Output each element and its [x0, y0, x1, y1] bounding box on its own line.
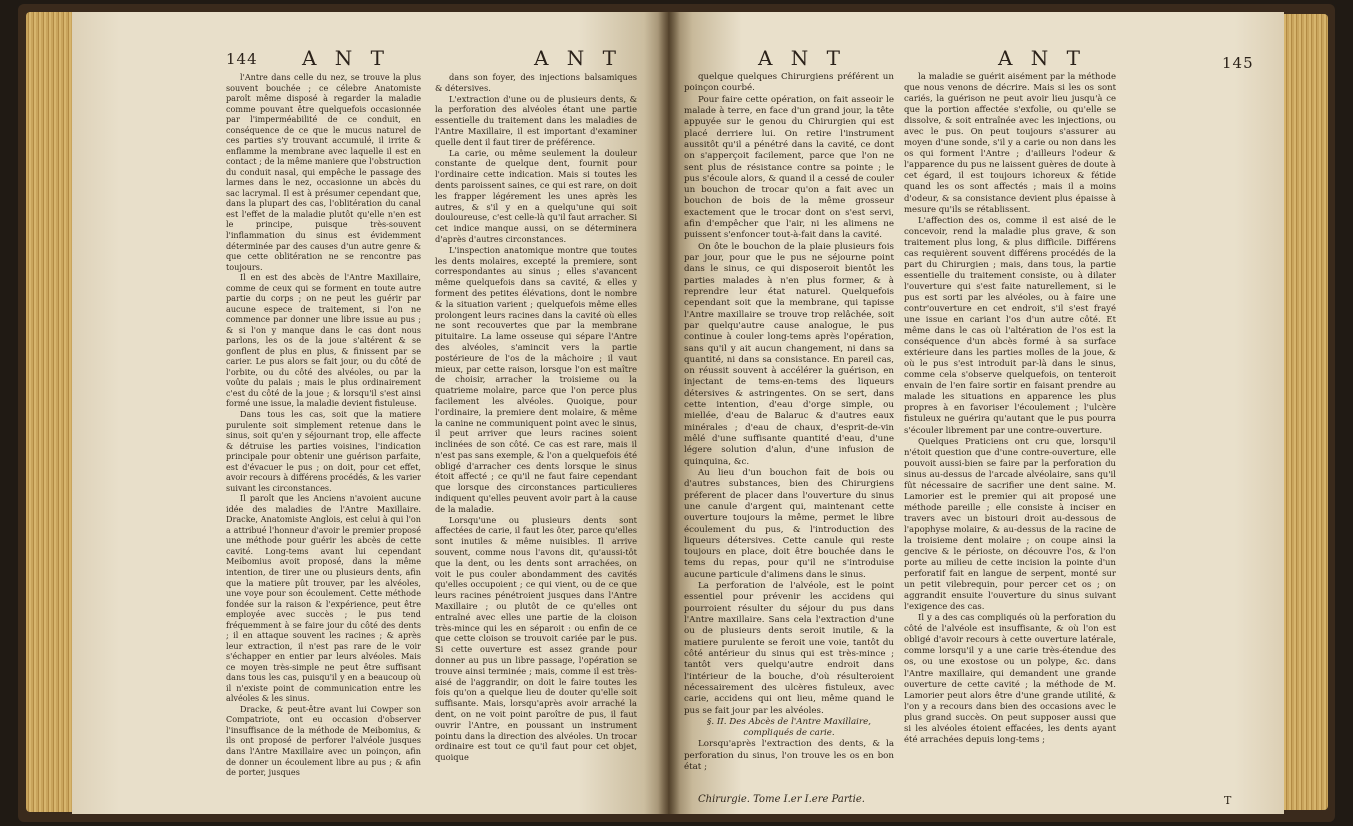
volume-footer: Chirurgie. Tome I.er I.ere Partie. — [698, 794, 865, 805]
paragraph: La carie, ou même seulement la douleur constante de quelque dent, fournit pour l'ordinaire cette indication. Mais si toutes les dents paroissent saines, ce qui est rare, on doit les frapper légérement les unes après les autres, & s'il y en a quelqu'une qui soit douloureuse, c'est celle-là qu'il faut arracher. Si cet indice manque aussi, on se déterminera d'après d'autres circonstances. — [435, 147, 637, 244]
paragraph: Il en est des abcès de l'Antre Maxillaire, comme de ceux qui se forment en toute autre partie du corps ; on ne peut les guérir par aucune espece de traitement, si l'on ne commence par donner une libre issue au pus ; & si l'on y manque dans le cas dont nous parlons, les os de la joue s'altérent & se gonflent de plus en plus, & finissent par se carier. Le pus alors se fait jour, ou du côté de l'orbite, ou du côté des alvéoles, ou par la voûte du palais ; mais le plus ordinairement c'est du côté de la joue ; & lorsqu'il s'est ainsi formé une issue, la maladie devient fistuleuse. — [226, 272, 421, 409]
paragraph: Pour faire cette opération, on fait asseoir le malade à terre, en face d'un grand jour, la tête appuyée sur le genou du Chirurgien qui est placé derriere lui. On retire l'instrument aussitôt qu'il a pénétré dans la cavité, ce dont on s'apperçoit facilement, parce que l'on ne sent plus de résistance contre sa pointe ; le pus s'écoule alors, & quand il a cessé de couler un bouchon de trocar qu'on a fait avec un bouchon de bois de la même grosseur exactement que le trocar dont on s'est servi, afin d'empêcher que l'air, ni les alimens ne puissent s'enfoncer tout-à-fait dans la cavité. — [684, 94, 894, 241]
page-number: 145 — [1222, 54, 1254, 72]
paragraph: Lorsqu'après l'extraction des dents, & la perforation du sinus, l'on trouve les os en bon état ; — [684, 739, 894, 773]
right-page — [668, 12, 1284, 814]
left-page — [72, 12, 668, 814]
running-head — [668, 46, 1284, 72]
running-head-text: A N T — [302, 46, 390, 70]
paragraph: Il y a des cas compliqués où la perforation du côté de l'alvéole est insuffisante, & où l'on est obligé d'avoir recours à cette ouverture latérale, comme lorsqu'il y a une carie très-étendue des os, ou une exostose ou un polype, &c. dans l'Antre maxillaire, qui demandent une grande ouverture de cette cavité ; la méthode de M. Lamorier peut alors être d'une grande utilité, & l'on y a recours dans bien des occasions avec le plus grand succès. On peut supposer aussi que si les alvéoles étoient effacées, les dents ayant été arrachées depuis long-tems ; — [904, 613, 1116, 745]
paragraph: Quelques Praticiens ont cru que, lorsqu'il n'étoit question que d'une contre-ouverture, elle pouvoit aussi-bien se faire par la perforation du sinus au-dessus de l'arcade alvéolaire, sans qu'il fût nécessaire de sacrifier une dent saine. M. Lamorier est le premier qui ait proposé une méthode pareille ; elle consiste à inciser en travers avec un bistouri droit au-dessous de l'apophyse molaire, & au-dessus de la racine de la troisieme dent molaire ; on coupe ainsi la gencive & le périoste, on découvre l'os, & l'on porte au milieu de cette incision la pointe d'un perforatif fait en langue de serpent, monté sur un petit vilebrequin, pour percer cet os ; on aggrandit ensuite l'ouverture du sinus suivant l'exigence des cas. — [904, 436, 1116, 613]
section-title: §. II. Des Abcès de l'Antre Maxillaire, compliqués de carie. — [706, 716, 871, 739]
paragraph: Lorsqu'une ou plusieurs dents sont affectées de carie, il faut les ôter, parce qu'elles sont inutiles & même nuisibles. Il arrive souvent, comme nous l'avons dit, qu'aussi-tôt que la dent, ou les dents sont arrachées, on voit le pus couler abondamment des cavités qu'elles occupoient ; ce qui vient, ou de ce que leurs racines pénétroient jusques dans l'Antre Maxillaire ; ou plutôt de ce qu'elles ont entraîné avec elles une partie de la cloison très-mince qui les en séparoit : ou enfin de ce que cette cloison se trouvoit cariée par le pus. Si cette ouverture est assez grande pour donner au pus un libre passage, l'opération se trouve ainsi terminée ; mais, comme il est très-aisé de l'aggrandir, on doit le faire toutes les fois qu'on a quelque lieu de douter qu'elle soit suffisante. Mais, lorsqu'après avoir arraché la dent, on ne voit point paroître de pus, il faut ouvrir l'Antre, en poussant un instrument pointu dans la direction des alvéoles. Un trocar ordinaire est tout ce qu'il faut pour cet objet, quoique — [435, 514, 637, 763]
text-column-right-2 — [904, 72, 1116, 746]
paragraph: Dans tous les cas, soit que la matiere purulente soit simplement retenue dans le sinus, soit qu'en y séjournant trop, elle affecte & détruise les parties voisines, l'indication principale pour obtenir une guérison parfaite, est d'évacuer le pus ; on doit, pour cet effet, avoir recours à différens procédés, & les varier suivant les circonstances. — [226, 409, 421, 493]
running-head-text-2: A N T — [534, 46, 622, 70]
text-column-left-1 — [226, 72, 421, 778]
page-edges-left — [26, 12, 72, 812]
signature-mark: T — [1224, 794, 1232, 807]
paragraph: quelque quelques Chirurgiens préférent un poinçon courbé. — [684, 72, 894, 94]
paragraph: la maladie se guérit aisément par la méthode que nous venons de décrire. Mais si les os sont cariés, la guérison ne peut avoir lieu jusqu'à ce que la portion affectée s'exfolie, ou qu'elle se dissolve, & soit entraînée avec les injections, ou avec le pus. On peut toujours s'assurer au moyen d'une sonde, s'il y a carie ou non dans les os qui forment l'Antre ; d'ailleurs l'odeur & l'apparence du pus ne laissent guères de doute à cet égard, il est toujours ichoreux & fétide quand les os sont affectés ; mais il a moins d'odeur, & sa consistance devient plus épaisse à mesure qu'ils se rétablissent. — [904, 72, 1116, 215]
page-edges-right — [1284, 14, 1328, 810]
paragraph: On ôte le bouchon de la plaie plusieurs fois par jour, pour que le pus ne séjourne point dans le sinus, ce qui disposeroit bientôt les parties malades à n'en plus former, & à reprendre leur état naturel. Quelquefois cependant soit que la membrane, qui tapisse l'Antre maxillaire se trouve trop relâchée, soit par quelqu'autre cause analogue, le pus continue à couler long-tems après l'opération, sans qu'il y ait aucun changement, ni dans sa quantité, ni dans sa consistance. En pareil cas, on réussit souvent à accélérer la guérison, en injectant de tems-en-tems des liqueurs détersives & astringentes. On se sert, dans cette intention, d'eau d'orge simple, ou miellée, d'eau de Balaruc & d'autres eaux minérales ; d'eau de chaux, d'esprit-de-vin mêlé d'une suffisante quantité d'eau, d'une légere solution d'alun, d'une infusion de quinquina, &c. — [684, 241, 894, 467]
paragraph: L'inspection anatomique montre que toutes les dents molaires, excepté la premiere, sont correspondantes au sinus ; elles s'avancent même quelquefois dans sa cavité, & elles y forment des petites élévations, dont le nombre & la situation varient ; quelquefois même elles prolongent leurs racines dans la cavité où elles ne sont recouvertes que par la membrane pituitaire. La lame osseuse qui sépare l'Antre des alvéoles, s'amincit vers la partie postérieure de l'os de la mâchoire ; il vaut mieux, par cette raison, lorsque l'on est maître de choisir, arracher la troisieme ou la quatrieme molaire, parce que l'on perce plus facilement les alvéoles. Quoique, pour l'ordinaire, la premiere dent molaire, & même la canine ne communiquent point avec le sinus, il peut arriver que leurs racines soient inclinées de son côté. Ce cas est rare, mais il n'est pas sans exemple, & l'on a quelquefois été obligé d'arracher ces dents lorsque le sinus étoit affecté ; ce qu'il ne faut faire cependant que lorsque des circonstances particulieres indiquent qu'elles peuvent avoir part à la cause de la maladie. — [435, 244, 637, 514]
paragraph: L'affection des os, comme il est aisé de le concevoir, rend la maladie plus grave, & son traitement plus long, & plus difficile. Différens cas requièrent souvent différens procédés de la part du Chirurgien ; mais, dans tous, la partie essentielle du traitement consiste, ou à dilater l'ouverture qui s'est faite naturellement, si le pus est sorti par les alvéoles, ou à faire une contr'ouverture en cet endroit, s'il s'est frayé une issue en cariant l'os d'un autre côté. Et même dans le cas où l'altération de l'os est la conséquence d'un abcès formé à sa surface extérieure dans les parties molles de la joue, & où le pus s'est introduit par-là dans le sinus, comme cela s'observe quelquefois, on tenteroit envain de l'en faire sortir en faisant prendre au malade les situations en apparence les plus propres à en favoriser l'écoulement ; l'ulcère fistuleux ne guérira qu'autant que le pus pourra s'écouler librement par une contre-ouverture. — [904, 215, 1116, 436]
text-column-left-2 — [435, 72, 637, 763]
book-gutter — [658, 12, 680, 814]
paragraph: La perforation de l'alvéole, est le point essentiel pour prévenir les accidens qui pourroient résulter du séjour du pus dans l'Antre maxillaire. Sans cela l'extraction d'une ou de plusieurs dents seroit inutile, & la matiere purulente se feroit une voie, tantôt du côté antérieur du sinus qui est très-mince ; tantôt vers quelqu'autre endroit dans l'intérieur de la bouche, d'où résulteroient nécessairement des ulcères fistuleux, avec carie, accidens qui ont lieu, même quand le pus se fait jour par les alvéoles. — [684, 581, 894, 716]
paragraph: dans son foyer, des injections balsamiques & détersives. — [435, 72, 637, 93]
running-head-text: A N T — [758, 46, 846, 70]
paragraph: l'Antre dans celle du nez, se trouve la plus souvent bouchée ; ce célebre Anatomiste paroît même disposé à regarder la maladie comme pouvant être quelquefois occasionnée par l'imperméabilité de ce conduit, en conséquence de ce que le mucus naturel de ces parties s'y trouvant accumulé, il irrite & enflamme la membrane avec laquelle il est en contact ; de la même maniere que l'obstruction du conduit nasal, qui empêche le passage des larmes dans le nez, occasionne un abcès du sac lacrymal. Il est à présumer cependant que, dans la plupart des cas, l'oblitération du canal est l'effet de la maladie plutôt qu'elle n'en est le principe, puisque très-souvent l'inflammation du sinus est évidemment déterminée par des causes d'un autre genre & que cette oblitération ne se rencontre pas toujours. — [226, 72, 421, 272]
paragraph: Il paroît que les Anciens n'avoient aucune idée des maladies de l'Antre Maxillaire. Dracke, Anatomiste Anglois, est celui à qui l'on a attribué l'honneur d'avoir le premier proposé une méthode pour guérir les abcès de cette cavité. Long-tems avant lui cependant Meibomius avoit proposé, dans la même intention, de tirer une ou plusieurs dents, afin que la matiere pût trouver, par les alvéoles, une voye pour son écoulement. Cette méthode fondée sur la raison & l'expérience, peut être employée avec succès ; le pus tend fréquemment à se faire jour du côté des dents ; il en attaque souvent les racines ; & après leur extraction, il n'est pas rare de le voir s'échapper en entier par leurs alvéoles. Mais ce moyen très-simple ne peut être suffisant dans tous les cas, puisqu'il y en a beaucoup où il n'existe point de communication entre les alvéoles & les sinus. — [226, 493, 421, 704]
running-head — [72, 46, 668, 72]
page-number: 144 — [226, 50, 258, 68]
text-column-right-1 — [684, 72, 894, 773]
running-head-text-2: A N T — [998, 46, 1086, 70]
paragraph: Au lieu d'un bouchon fait de bois ou d'autres substances, bien des Chirurgiens préferent de placer dans l'ouverture du sinus une canule d'argent qui, maintenant cette ouverture toujours la même, permet le libre écoulement du pus, & l'introduction des liqueurs détersives. Cette canule qui reste toujours en place, doit être bouchée dans le tems du repas, pour qu'il ne s'introduise aucune particule d'alimens dans le sinus. — [684, 467, 894, 580]
paragraph: L'extraction d'une ou de plusieurs dents, & la perforation des alvéoles étant une partie essentielle du traitement dans les maladies de l'Antre Maxillaire, il est important d'examiner quelle dent il faut tirer de préférence. — [435, 93, 637, 147]
paragraph: Dracke, & peut-être avant lui Cowper son Compatriote, ont eu occasion d'observer l'insuffisance de la méthode de Meibomius, & ils ont proposé de perforer l'alvéole jusques dans l'Antre Maxillaire avec un poinçon, afin de donner un écoulement libre au pus ; & afin de porter, jusques — [226, 703, 421, 778]
